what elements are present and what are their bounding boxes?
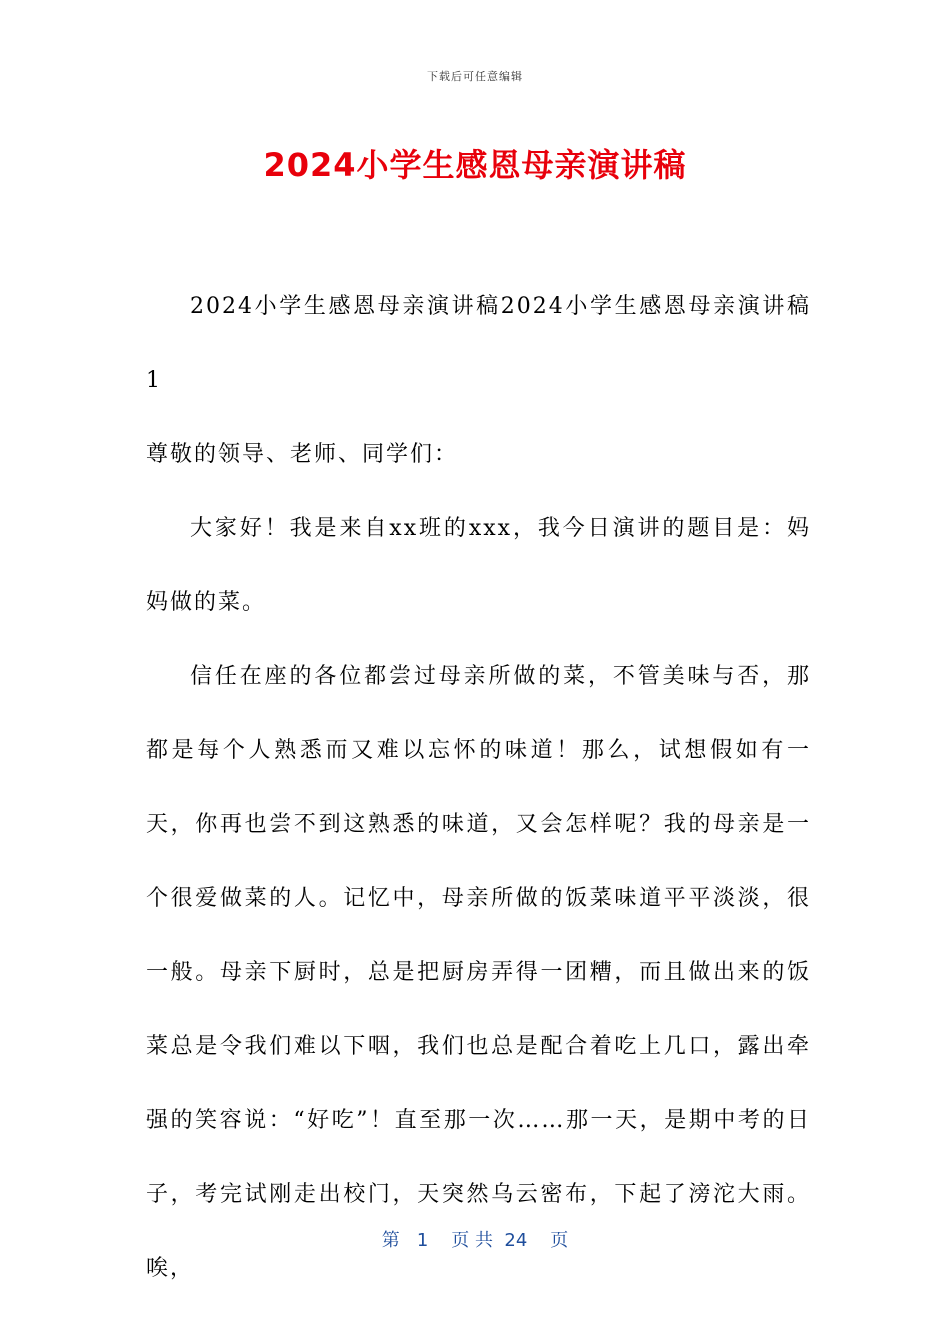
document-title: 2024小学生感恩母亲演讲稿 — [263, 146, 687, 184]
paragraph-greeting: 尊敬的领导、老师、同学们： — [146, 442, 459, 467]
paragraph-topic: 大家好！我是来自xx班的xxx，我今日演讲的题目是：妈妈做的菜。 — [146, 516, 811, 615]
document-body — [146, 270, 811, 1306]
download-note: 下载后可任意编辑 — [427, 70, 523, 83]
paragraph-intro: 2024小学生感恩母亲演讲稿2024小学生感恩母亲演讲稿1 — [146, 294, 811, 393]
page-number: 第 1 页 共 24 页 — [381, 1230, 569, 1251]
paragraph-story: 信任在座的各位都尝过母亲所做的菜，不管美味与否，那都是每个人熟悉而又难以忘怀的味道！那么，试想假如有一天，你再也尝不到这熟悉的味道，又会怎样呢？我的母亲是一个很爱做菜的人。记忆中，母亲所做的饭菜味道平平淡淡，很一般。母亲下厨时，总是把厨房弄得一团糟，而且做出来的饭菜总是令我们难以下咽，我们也总是配合着吃上几口，露出牵强的笑容说：“好吃”！直至那一次……那一天，是期中考的日子，考完试刚走出校门，天突然乌云密布，下起了滂沱大雨。唉， — [146, 664, 811, 1281]
